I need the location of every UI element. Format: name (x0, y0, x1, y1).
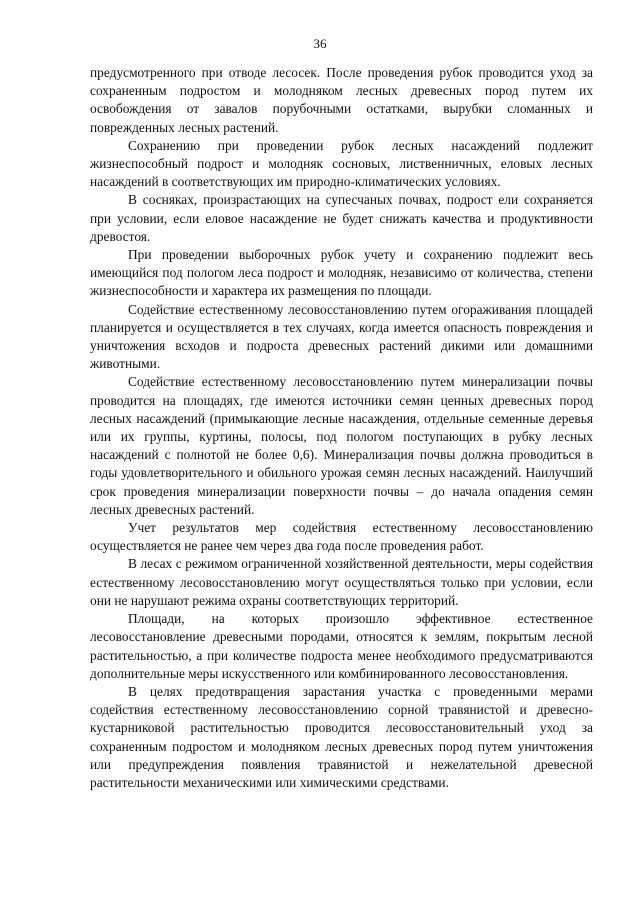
paragraph: Учет результатов мер содействия естественному лесовосстановлению осуществляется не ранее чем через два года после проведения работ. (90, 520, 593, 554)
paragraph: В целях предотвращения зарастания участка с проведенными мерами содействия естественному лесовосстановлению сорной травянистой и древесно-кустарниковой растительностью проводится лесовосстановительный уход за сохраненным подростом и молодняком лесных древесных пород путем уничтожения или предупреждения появления травянистой и нежелательной древесной растительности механическими или химическими средствами. (90, 683, 593, 790)
body-text (90, 64, 593, 792)
paragraph-continuation: предусмотренного при отводе лесосек. После проведения рубок проводится уход за сохраненным подростом и молодняком лесных древесных пород путем их освобождения от завалов порубочными остатками, вырубки сломанных и поврежденных лесных растений. (90, 65, 593, 135)
paragraph: Площади, на которых произошло эффективное естественное лесовосстановление древесными породами, относятся к землям, покрытым лесной растительностью, а при количестве подроста менее необходимого предусматриваются дополнительные меры искусственного или комбинированного лесовосстановления. (90, 611, 593, 681)
paragraph: Содействие естественному лесовосстановлению путем огораживания площадей планируется и осуществляется в тех случаях, когда имеется опасность повреждения и уничтожения всходов и подроста древесных растений дикими или домашними животными. (90, 301, 593, 372)
paragraph: При проведении выборочных рубок учету и сохранению подлежит весь имеющийся под пологом леса подрост и молодняк, независимо от количества, степени жизнеспособности и характера их размещения по площади. (90, 247, 593, 299)
paragraph: Содействие естественному лесовосстановлению путем минерализации почвы проводится на площадях, где имеются источники семян ценных древесных пород лесных насаждений (примыкающие лесные насаждения, отдельные семенные деревья или их группы, куртины, полосы, под пологом поступающих в рубку лесных насаждений с полнотой не более 0,6). Минерализация почвы должна проводиться в годы удовлетворительного и обильного урожая семян лесных насаждений. Наилучший срок проведения минерализации поверхности почвы – до начала опадения семян лесных древесных растений. (90, 374, 593, 517)
paragraph: В сосняках, произрастающих на супесчаных почвах, подрост ели сохраняется при условии, если еловое насаждение не будет снижать качества и продуктивности древостоя. (90, 192, 593, 244)
paragraph: Сохранению при проведении рубок лесных насаждений подлежит жизнеспособный подрост и молодняк сосновых, лиственничных, еловых лесных насаждений в соответствующих им природно-климатических условиях. (90, 137, 593, 190)
paragraph: В лесах с режимом ограниченной хозяйственной деятельности, меры содействия естественному лесовосстановлению могут осуществляться только при условии, если они не нарушают режима охраны соответствующих территорий. (90, 556, 593, 608)
page-number: 36 (313, 36, 327, 51)
